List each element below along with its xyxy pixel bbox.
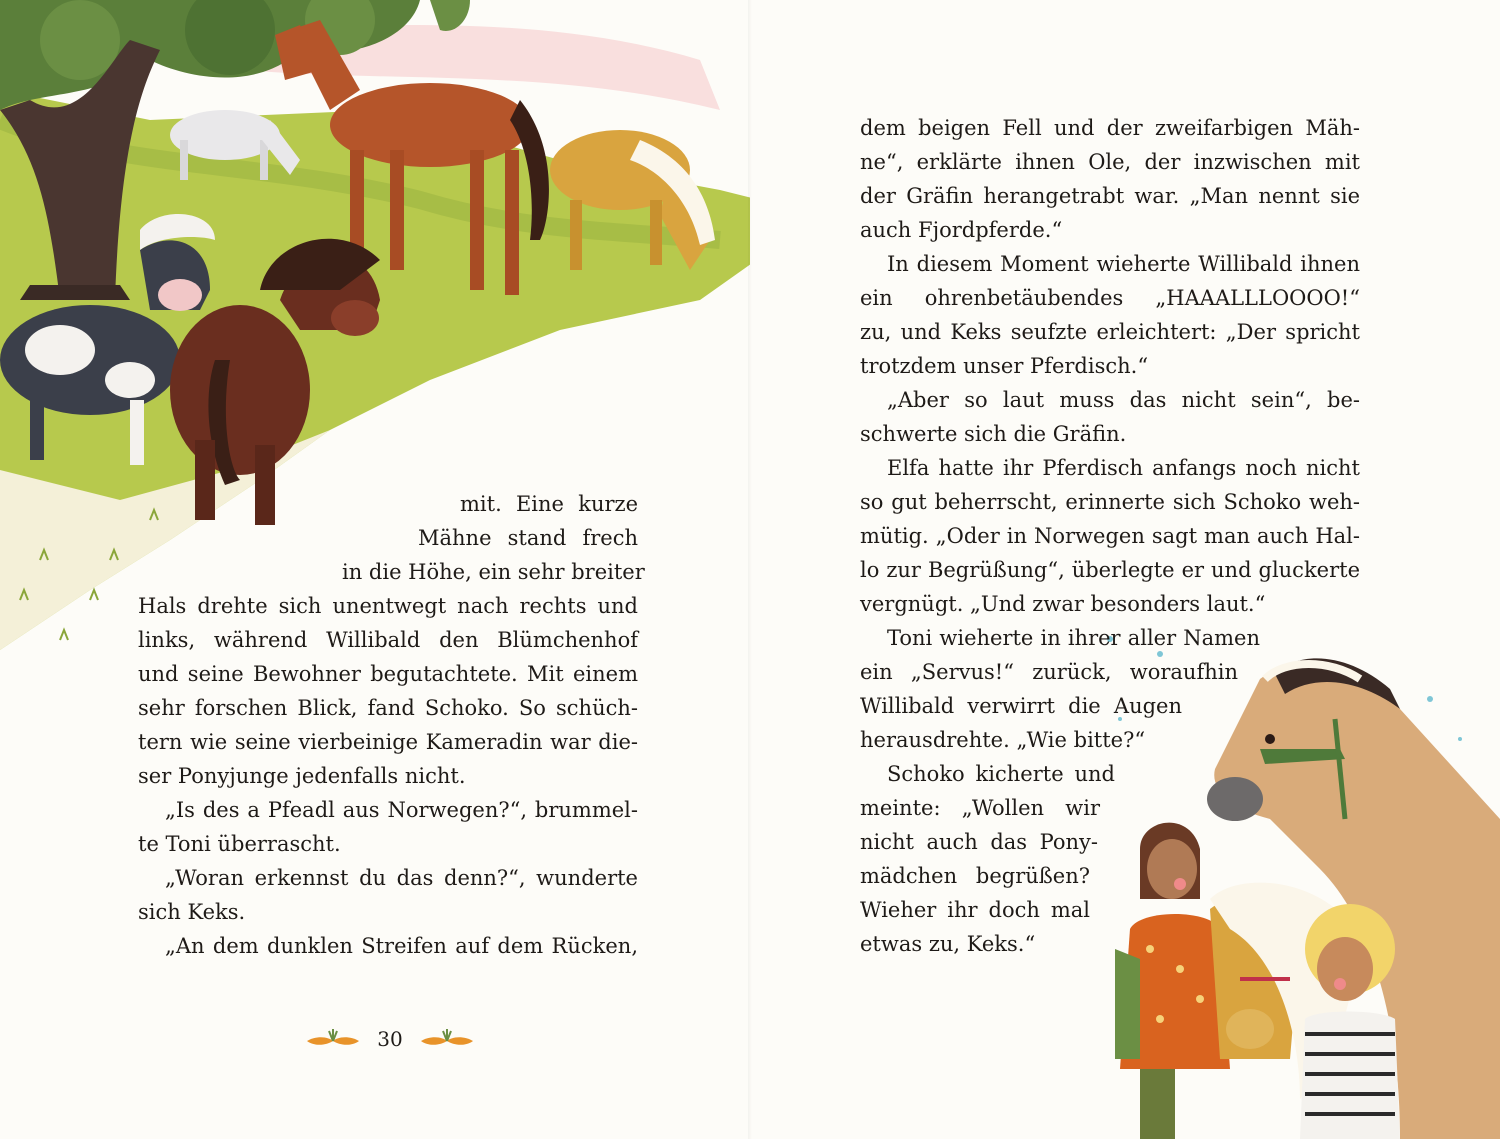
page-number: 30: [377, 1027, 403, 1051]
text-line: ein ohrenbetäubendes „HAAALLLOOOO!“: [860, 286, 1360, 310]
text-line: te Toni überrascht.: [138, 832, 341, 856]
text-line: ne“, erklärte ihnen Ole, der inzwischen mit: [860, 150, 1360, 174]
text-line: lo zur Begrüßung“, überlegte er und gluckerte: [860, 558, 1360, 582]
text-line: Hals drehte sich unentwegt nach rechts und: [138, 594, 638, 618]
text-line: tern wie seine vierbeinige Kameradin war die-: [138, 730, 638, 754]
text-line: Toni wieherte in ihrer aller Namen: [887, 626, 1260, 650]
text-line: „Is des a Pfeadl aus Norwegen?“, brummel-: [165, 798, 638, 822]
text-line: ser Ponyjunge jedenfalls nicht.: [138, 764, 466, 788]
text-line: mütig. „Oder in Norwegen sagt man auch Hal-: [860, 524, 1360, 548]
page-footer: [300, 1022, 480, 1056]
text-line: schwerte sich die Gräfin.: [860, 422, 1127, 446]
carrot-ornament-icon: [417, 1027, 477, 1051]
text-line: „An dem dunklen Streifen auf dem Rücken,: [165, 934, 638, 958]
text-line: vergnügt. „Und zwar besonders laut.“: [860, 592, 1266, 616]
right-page: [750, 0, 1500, 1139]
text-line: ein „Servus!“ zurück, woraufhin: [860, 660, 1238, 684]
text-line: Wieher ihr doch mal: [860, 898, 1090, 922]
text-line: nicht auch das Pony-: [860, 830, 1098, 854]
text-line: meinte: „Wollen wir: [860, 796, 1100, 820]
text-line: „Woran erkennst du das denn?“, wunderte: [165, 866, 638, 890]
text-line: trotzdem unser Pferdisch.“: [860, 354, 1149, 378]
text-line: „Aber so laut muss das nicht sein“, be-: [887, 388, 1360, 412]
text-line: Willibald verwirrt die Augen: [860, 694, 1182, 718]
text-line: sich Keks.: [138, 900, 246, 924]
text-line: in die Höhe, ein sehr breiter: [342, 560, 645, 584]
text-line: der Gräfin herangetrabt war. „Man nennt sie: [860, 184, 1360, 208]
text-line: mit. Eine kurze: [460, 492, 638, 516]
text-line: Schoko kicherte und: [887, 762, 1115, 786]
text-line: sehr forschen Blick, fand Schoko. So schüch-: [138, 696, 638, 720]
text-line: auch Fjordpferde.“: [860, 218, 1063, 242]
text-line: mädchen begrüßen?: [860, 864, 1090, 888]
text-line: links, während Willibald den Blümchenhof: [138, 628, 638, 652]
text-line: zu, und Keks seufzte erleichtert: „Der spricht: [860, 320, 1360, 344]
text-line: so gut beherrscht, erinnerte sich Schoko weh-: [860, 490, 1360, 514]
text-line: etwas zu, Keks.“: [860, 932, 1036, 956]
text-line: dem beigen Fell und der zweifarbigen Mäh-: [860, 116, 1360, 140]
text-line: und seine Bewohner begutachtete. Mit einem: [138, 662, 638, 686]
text-line: In diesem Moment wieherte Willibald ihnen: [887, 252, 1360, 276]
carrot-ornament-icon: [303, 1027, 363, 1051]
text-line: Elfa hatte ihr Pferdisch anfangs noch nicht: [887, 456, 1360, 480]
text-line: Mähne stand frech: [418, 526, 638, 550]
text-line: herausdrehte. „Wie bitte?“: [860, 728, 1146, 752]
